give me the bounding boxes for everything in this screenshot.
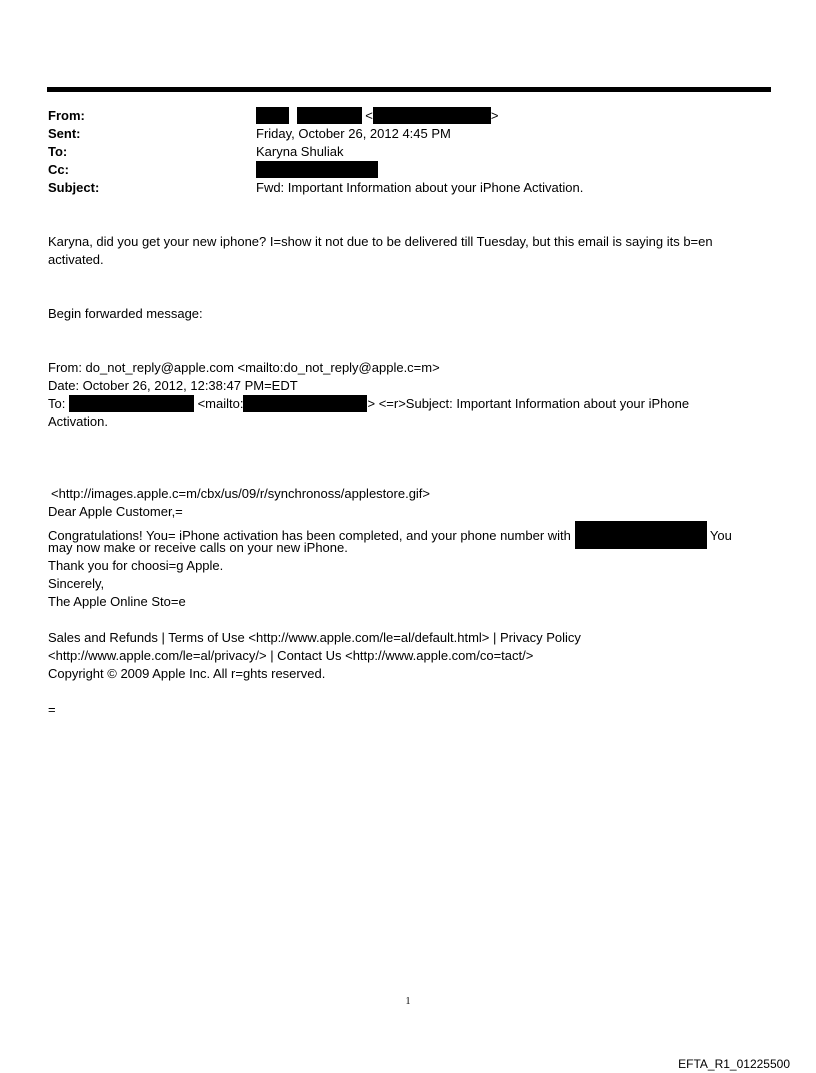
trailing-equals: =	[48, 702, 56, 717]
fwd-to	[48, 395, 689, 413]
redaction-block	[373, 107, 491, 124]
to-value: Karyna Shuliak	[256, 144, 344, 159]
redaction-block	[69, 395, 194, 412]
sent-label: Sent:	[48, 126, 81, 141]
to-label: To:	[48, 144, 68, 159]
begin-forwarded: Begin forwarded message:	[48, 306, 203, 321]
redaction-block	[243, 395, 367, 412]
footer-line: Sales and Refunds | Terms of Use <http://www.apple.com/le=al/default.html> | Privacy Policy	[48, 630, 581, 645]
signature-line: The Apple Online Sto=e	[48, 594, 186, 609]
redaction-block	[256, 107, 289, 124]
congrats-line2: may now make or receive calls on your new iPhone.	[48, 540, 348, 555]
congrats-text: Congratulations! You= iPhone activation has been completed, and your phone number with	[48, 528, 571, 543]
redaction-block	[256, 161, 378, 178]
from-bracket-open: <	[365, 108, 373, 123]
from-bracket-close: >	[490, 108, 499, 123]
congrats-you: You	[709, 528, 732, 543]
fwd-to-suffix: > <=r>Subject: Important Information about your iPhone	[367, 396, 690, 411]
redaction-block	[297, 107, 362, 124]
cc-value	[256, 161, 378, 179]
sincerely-line: Sincerely,	[48, 576, 105, 591]
intro-line: activated.	[48, 252, 104, 267]
subject-value: Fwd: Important Information about your iPhone Activation.	[256, 180, 584, 195]
footer-line: <http://www.apple.com/le=al/privacy/> | Contact Us <http://www.apple.com/co=tact/>	[48, 648, 534, 663]
thanks-line: Thank you for choosi=g Apple.	[48, 558, 224, 573]
subject-label: Subject:	[48, 180, 100, 195]
fwd-to-line2: Activation.	[48, 414, 108, 429]
sent-value: Friday, October 26, 2012 4:45 PM	[256, 126, 451, 141]
from-label: From:	[48, 108, 85, 123]
header-rule	[47, 87, 771, 92]
redaction-block	[575, 521, 707, 549]
image-url: <http://images.apple.c=m/cbx/us/09/r/synchronoss/applestore.gif>	[51, 486, 431, 501]
fwd-from: From: do_not_reply@apple.com <mailto:do_not_reply@apple.c=m>	[48, 360, 440, 375]
page-number: 1	[405, 996, 411, 1007]
fwd-to-prefix: To:	[48, 396, 66, 411]
dear-line: Dear Apple Customer,=	[48, 504, 183, 519]
copyright-line: Copyright © 2009 Apple Inc. All r=ghts reserved.	[48, 666, 326, 681]
bates-number: EFTA_R1_01225500	[678, 1057, 790, 1071]
fwd-to-mailto: <mailto:	[197, 396, 244, 411]
cc-label: Cc:	[48, 162, 69, 177]
from-value	[256, 107, 498, 125]
fwd-date: Date: October 26, 2012, 12:38:47 PM=EDT	[48, 378, 298, 393]
intro-line: Karyna, did you get your new iphone? I=show it not due to be delivered till Tuesday, but this email is saying its b=en	[48, 234, 713, 249]
